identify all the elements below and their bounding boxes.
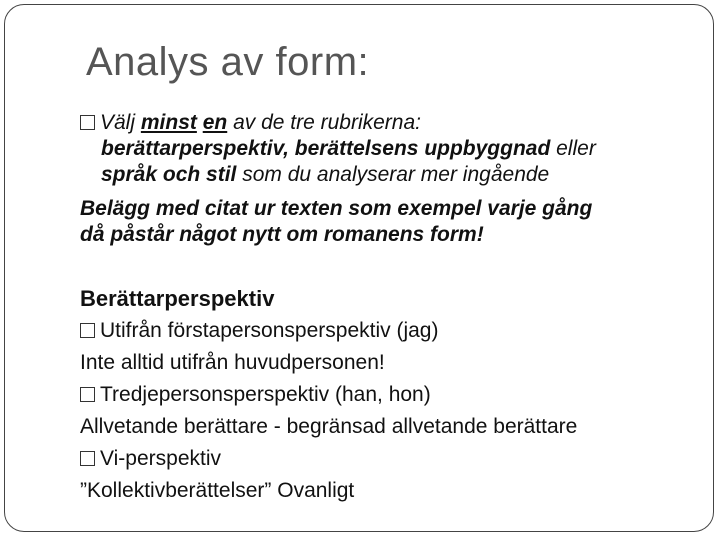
bullet-note: Allvetande berättare - begränsad allvetande berättare bbox=[80, 415, 578, 438]
checkbox-icon bbox=[80, 115, 95, 130]
section-heading: Berättarperspektiv bbox=[80, 286, 275, 311]
bullet-item: Vi-perspektiv bbox=[80, 446, 221, 472]
bullet-item: Tredjepersonsperspektiv (han, hon) bbox=[80, 382, 431, 408]
intro-line-1: Välj minst en av de tre rubrikerna: bbox=[80, 110, 421, 136]
intro-line-2: berättarperspektiv, berättelsens uppbyggnad eller bbox=[101, 137, 596, 160]
bullet-item: Utifrån förstapersonsperspektiv (jag) bbox=[80, 318, 438, 344]
intro-line-5: då påstår något nytt om romanens form! bbox=[80, 223, 484, 246]
bullet-note: Inte alltid utifrån huvudpersonen! bbox=[80, 351, 385, 374]
slide-title: Analys av form: bbox=[86, 40, 370, 84]
checkbox-icon bbox=[80, 323, 95, 338]
bullet-note: ”Kollektivberättelser” Ovanligt bbox=[80, 479, 355, 502]
checkbox-icon bbox=[80, 387, 95, 402]
checkbox-icon bbox=[80, 451, 95, 466]
intro-line-3: språk och stil som du analyserar mer ingående bbox=[101, 163, 550, 186]
intro-line-4: Belägg med citat ur texten som exempel varje gång bbox=[80, 197, 593, 220]
